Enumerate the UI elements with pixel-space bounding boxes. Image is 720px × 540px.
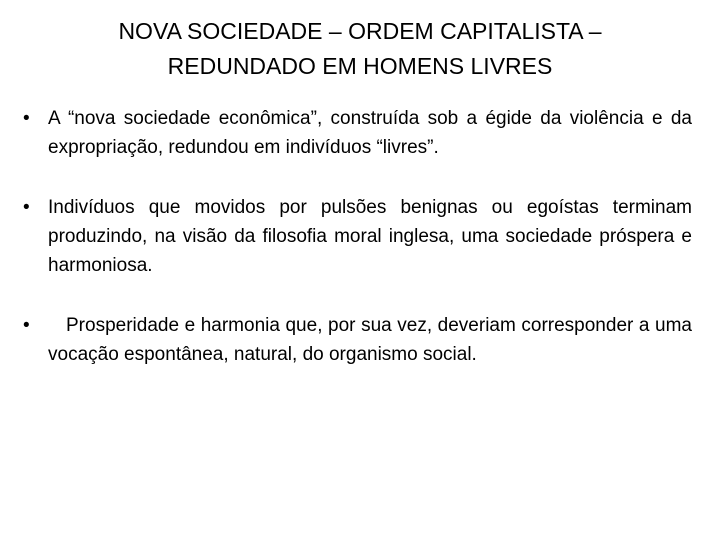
- bullet-text: Indivíduos que movidos por pulsões benignas ou egoístas terminam produzindo, na visão da filosofia moral inglesa, uma sociedade próspera e harmoniosa.: [48, 197, 692, 276]
- slide-title: [60, 14, 660, 84]
- bullet-item-3: [20, 311, 692, 369]
- bullet-item-2: [20, 193, 692, 280]
- bullet-marker: •: [23, 108, 30, 129]
- slide-title-line-2: REDUNDADO EM HOMENS LIVRES: [167, 53, 553, 79]
- bullet-item-1: [20, 104, 692, 162]
- bullet-marker: •: [23, 315, 30, 336]
- bullet-text: Prosperidade e harmonia que, por sua vez, deveriam corresponder a uma vocação espontânea, natural, do organismo social.: [48, 315, 692, 365]
- bullet-text: A “nova sociedade econômica”, construída sob a égide da violência e da expropriação, redundou em indivíduos “livres”.: [48, 108, 692, 158]
- bullet-marker: •: [23, 197, 30, 218]
- slide-title-line-1: NOVA SOCIEDADE – ORDEM CAPITALISTA –: [118, 18, 602, 44]
- bullet-list: [20, 104, 692, 400]
